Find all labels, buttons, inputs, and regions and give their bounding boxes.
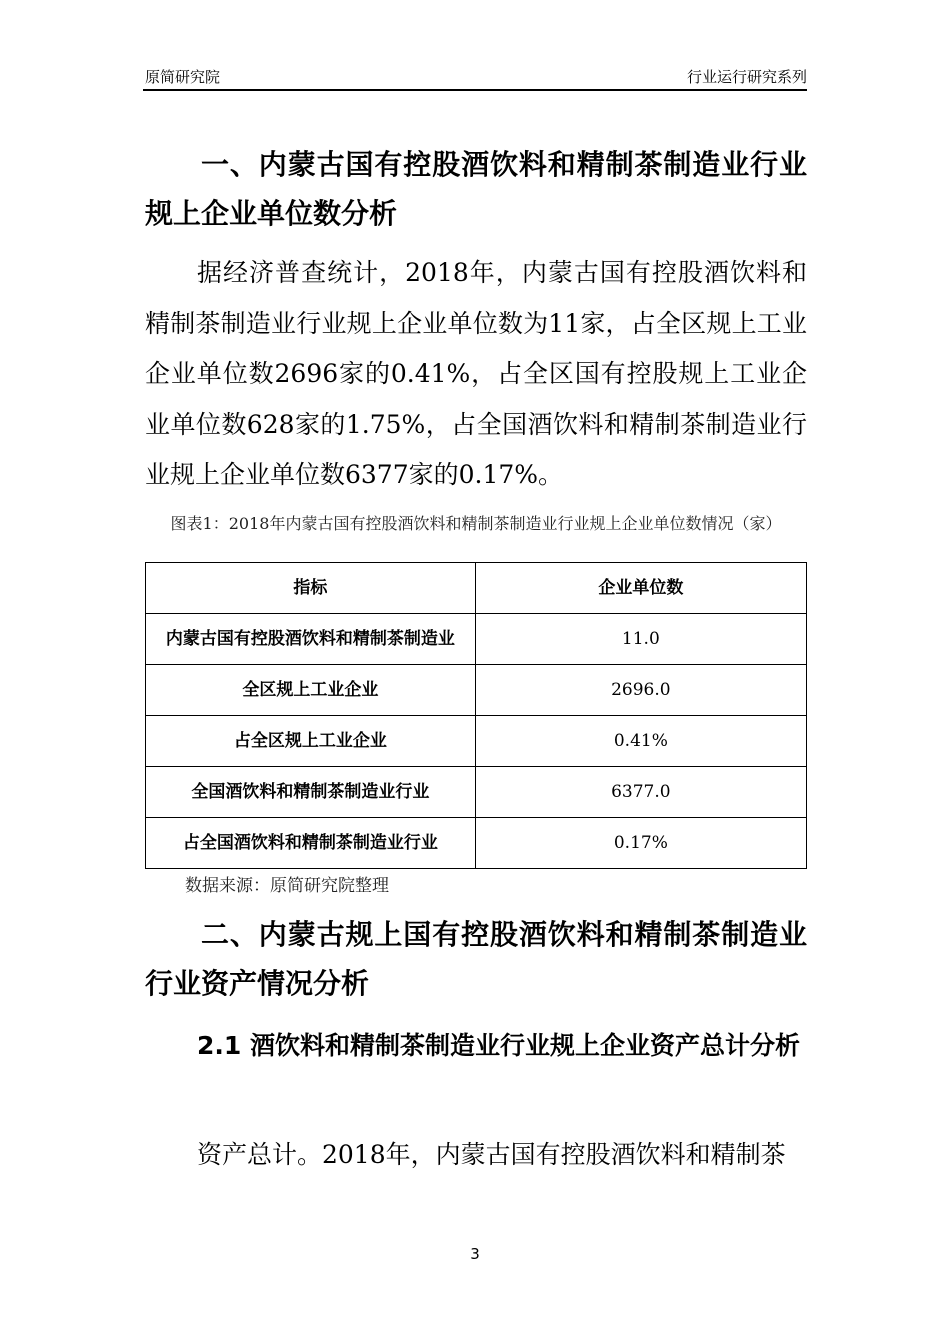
table-header-row bbox=[146, 563, 807, 614]
row-label: 全国酒饮料和精制茶制造业行业 bbox=[146, 767, 476, 818]
row-value: 11.0 bbox=[475, 614, 806, 665]
header-right: 行业运行研究系列 bbox=[686, 68, 807, 86]
row-value: 6377.0 bbox=[475, 767, 806, 818]
row-label: 占全国酒饮料和精制茶制造业行业 bbox=[146, 818, 476, 869]
column-header: 企业单位数 bbox=[475, 563, 806, 614]
header-divider bbox=[143, 89, 807, 91]
table-row bbox=[146, 665, 807, 716]
section-1-heading: 一、内蒙古国有控股酒饮料和精制茶制造业行业规上企业单位数分析 bbox=[145, 148, 807, 230]
column-header: 指标 bbox=[146, 563, 476, 614]
row-label: 内蒙古国有控股酒饮料和精制茶制造业 bbox=[146, 614, 476, 665]
row-value: 0.41% bbox=[475, 716, 806, 767]
section-2-heading: 二、内蒙古规上国有控股酒饮料和精制茶制造业行业资产情况分析 bbox=[145, 918, 807, 1000]
section-1-paragraph: 据经济普查统计，2018年，内蒙古国有控股酒饮料和精制茶制造业行业规上企业单位数为11家，占全区规上工业企业单位数2696家的0.41%，占全区国有控股规上工业企业单位数628家的1.75%，占全国酒饮料和精制茶制造业行业规上企业单位数6377家的0.17%。 bbox=[145, 258, 807, 489]
table-row bbox=[146, 614, 807, 665]
row-label: 全区规上工业企业 bbox=[146, 665, 476, 716]
page-number: 3 bbox=[470, 1245, 480, 1263]
data-table bbox=[145, 562, 807, 869]
table-row bbox=[146, 767, 807, 818]
row-value: 2696.0 bbox=[475, 665, 806, 716]
header-left: 原简研究院 bbox=[145, 68, 221, 86]
section-2-1-heading: 2.1 酒饮料和精制茶制造业行业规上企业资产总计分析 bbox=[197, 1031, 800, 1060]
row-label: 占全区规上工业企业 bbox=[146, 716, 476, 767]
table-caption: 图表1：2018年内蒙古国有控股酒饮料和精制茶制造业行业规上企业单位数情况（家） bbox=[170, 514, 782, 533]
table-source: 数据来源：原简研究院整理 bbox=[185, 876, 389, 896]
row-value: 0.17% bbox=[475, 818, 806, 869]
table-row bbox=[146, 818, 807, 869]
section-2-1-paragraph: 资产总计。2018年，内蒙古国有控股酒饮料和精制茶 bbox=[197, 1140, 786, 1169]
table-row bbox=[146, 716, 807, 767]
